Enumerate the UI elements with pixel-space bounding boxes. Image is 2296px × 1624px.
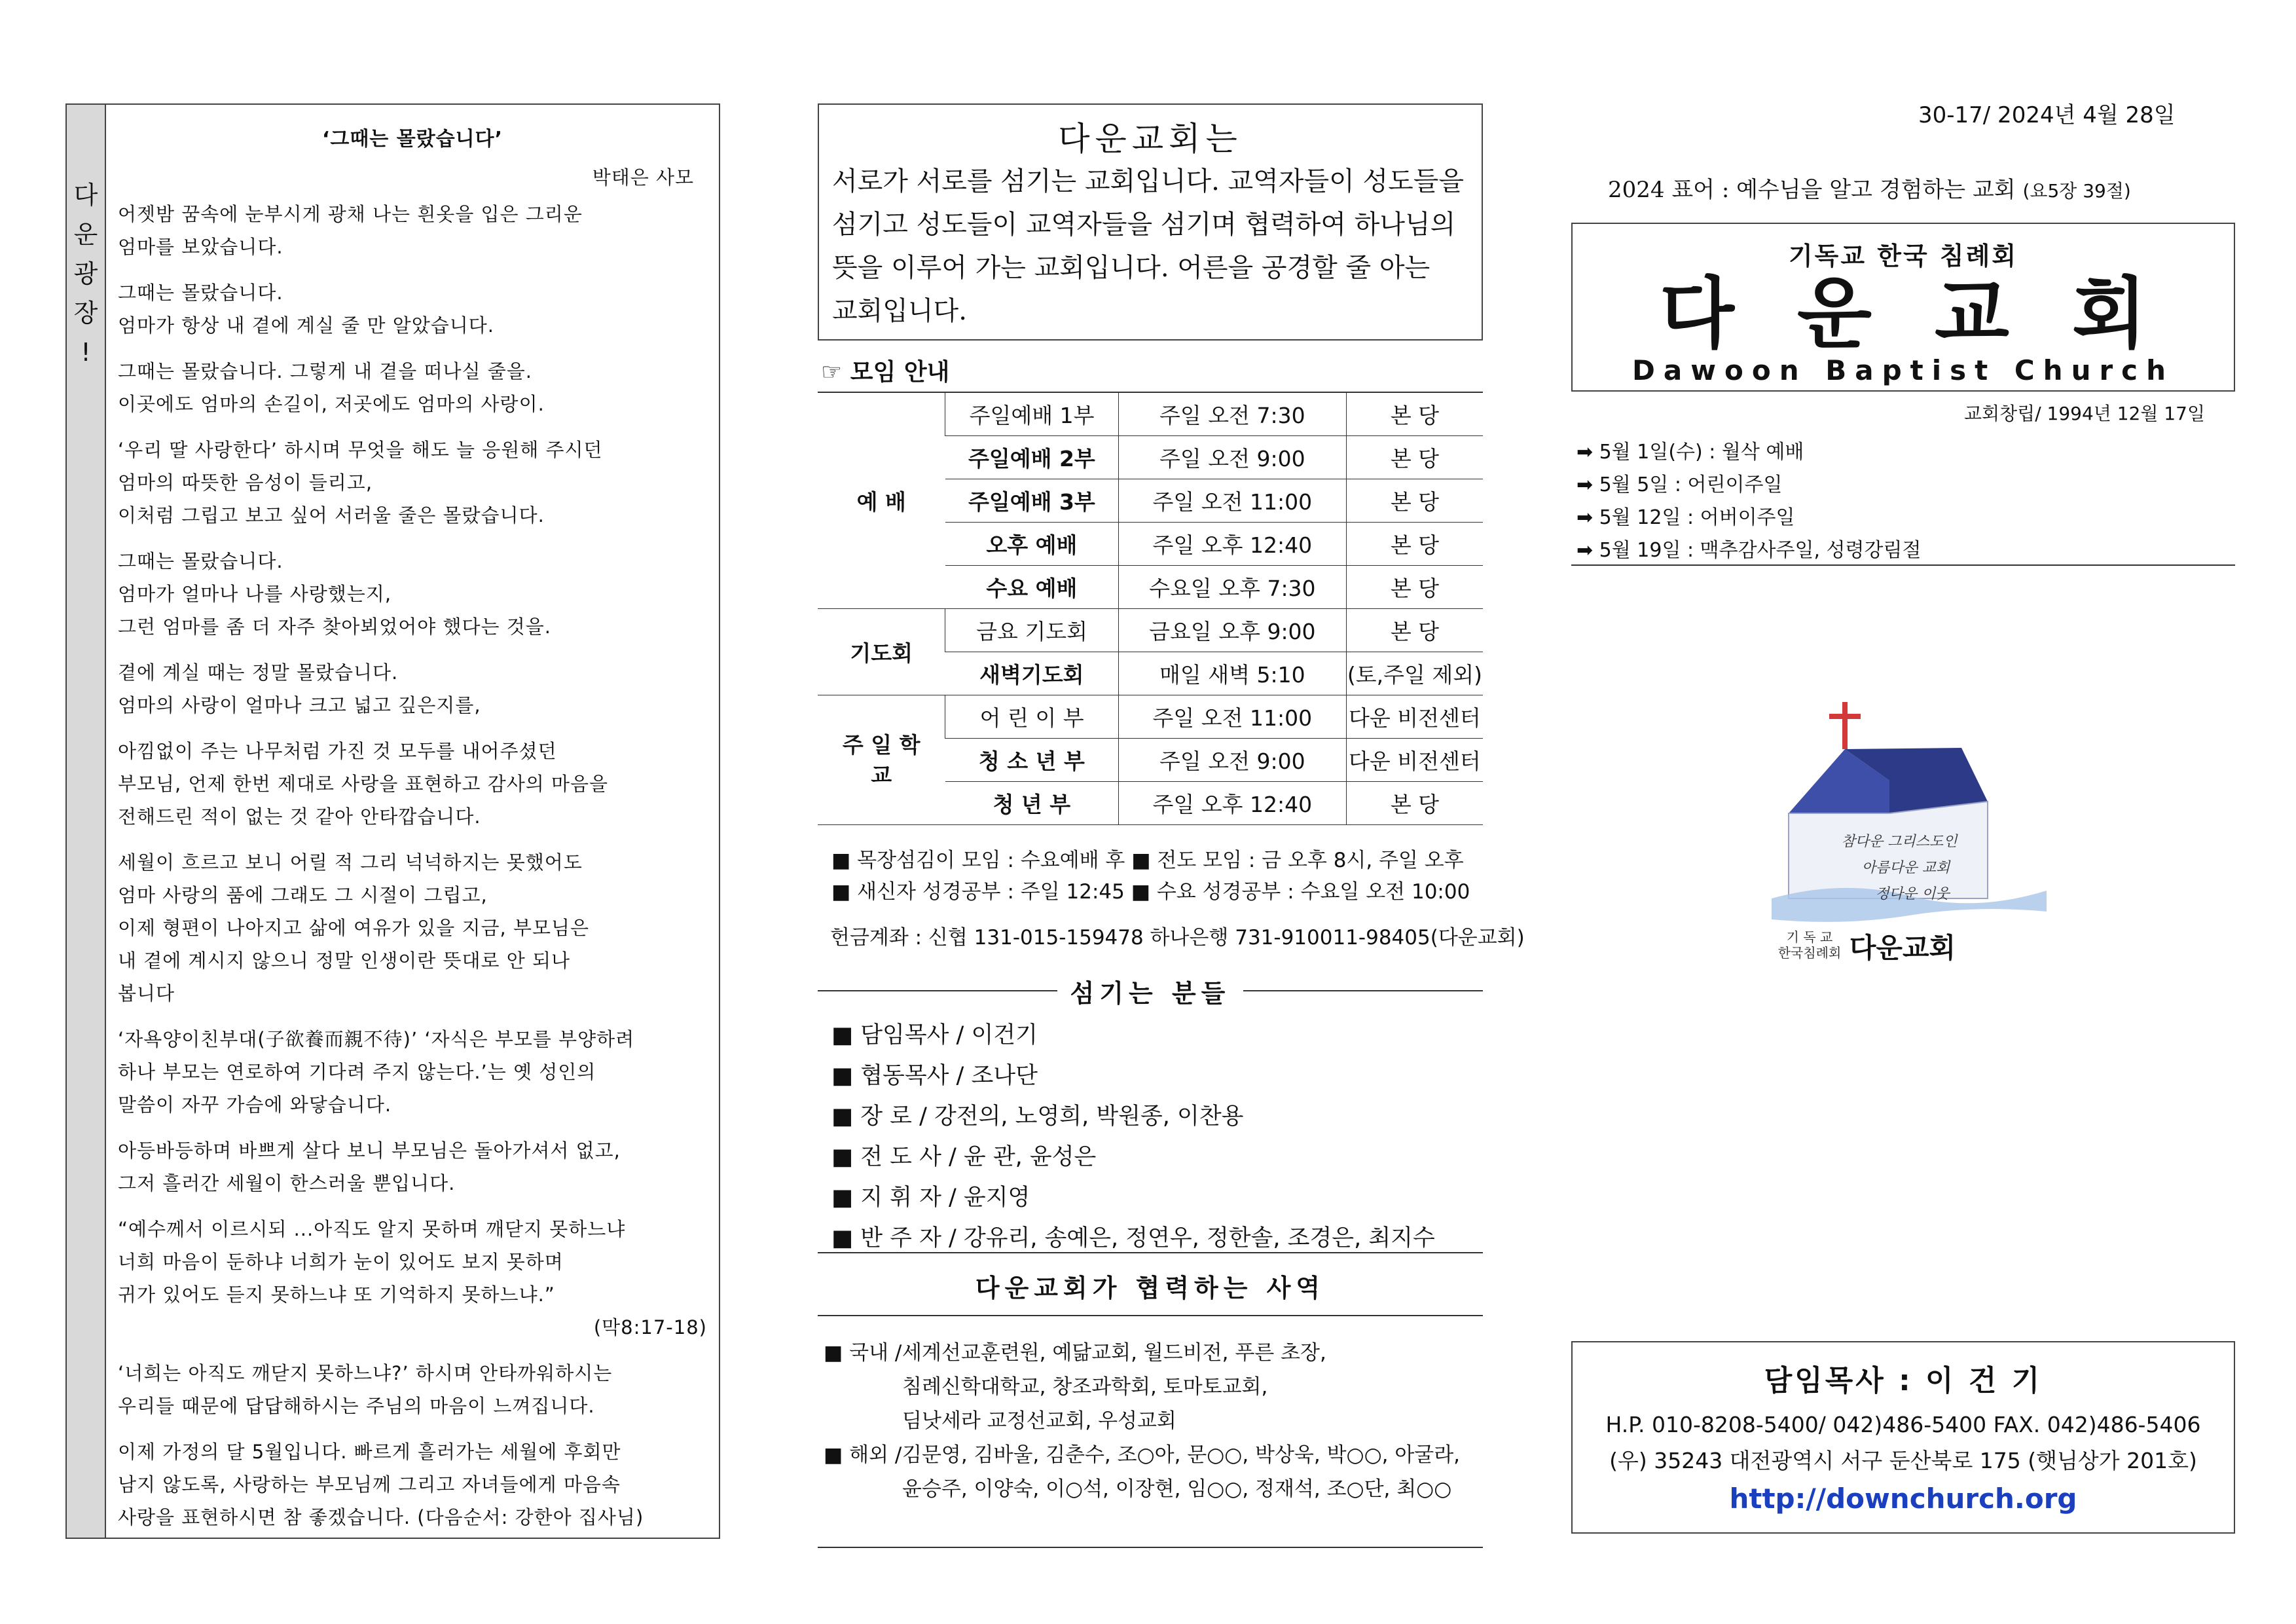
essay-line: 엄마를 보았습니다. [118,236,283,258]
events-list [1576,436,1921,567]
table-cell: 본 당 [1346,392,1483,436]
list-item: ■ 반 주 자 / 강유리, 송예은, 정연우, 정한솔, 조경은, 최지수 [831,1225,1435,1251]
table-cell: (토,주일 제외) [1346,652,1483,695]
church-title-box [1571,223,2235,392]
essay-line: 곁에 계실 때는 정말 몰랐습니다. [118,661,399,684]
missions-heading: 다운교회가 협력하는 사역 [975,1274,1326,1302]
divider [818,1252,1483,1253]
mission-line: 세계선교훈련원, 예닮교회, 월드비전, 푸른 초장, [902,1341,1326,1365]
table-cell: 어 린 이 부 [945,695,1118,739]
essay-line: 우리들 때문에 답답해하시는 주님의 마음이 느껴집니다. [118,1395,595,1417]
table-cell: 수요일 오후 7:30 [1118,566,1346,609]
essay-paragraph [118,355,707,420]
tab-char: 다 [73,181,98,210]
table-cell: 본 당 [1346,479,1483,523]
list-item: ■ 담임목사 / 이건기 [831,1022,1038,1048]
domestic-lines [902,1336,1326,1438]
table-cell: 매일 새벽 5:10 [1118,652,1346,695]
essay-paragraph [118,656,707,722]
tab-char: 장 [73,299,98,327]
table-cell: 주일 오전 11:00 [1118,695,1346,739]
list-item: ■ 협동목사 / 조나단 [831,1063,1038,1089]
essay-line: ‘너희는 아직도 깨닫지 못하느냐?’ 하시며 안타까워하시는 [118,1362,613,1384]
church-logo [1765,682,2053,984]
overseas-label: ■ 해외 / [824,1443,902,1467]
table-cell: 본 당 [1346,566,1483,609]
offering-account: 헌금계좌 : 신협 131-015-159478 하나은행 731-910011-98405(다운교회) [830,926,1525,950]
essay-paragraph [118,1357,707,1422]
table-cell: 본 당 [1346,609,1483,652]
table-row [818,695,1483,739]
mission-line: 딤낫세라 교정선교회, 우성교회 [902,1409,1176,1433]
table-cell: 주일 오후 12:40 [1118,782,1346,825]
essay-paragraph [118,735,707,833]
bible-reference: (막8:17-18) [593,1316,707,1338]
logo-slogan: 정다운 이웃 [1875,886,1950,902]
divider [818,1547,1483,1548]
essay-line: 사랑을 표현하시면 참 좋겠습니다. (다음순서: 강한아 집사님) [118,1506,644,1528]
intro-box [818,103,1483,341]
essay-line: 전해드린 적이 없는 것 같아 안타깝습니다. [118,805,481,828]
essay-paragraph [118,1134,707,1200]
event-item: ➡ 5월 5일 : 어린이주일 [1576,473,1783,496]
essay-line: “예수께서 이르시되 ...아직도 알지 못하며 깨닫지 못하느냐 [118,1218,626,1240]
church-english-name: Dawoon Baptist Church [1632,354,2174,386]
essay-line: 엄마가 얼마나 나를 사랑했는지, [118,583,392,605]
motto-reference: (요5장 39절) [2022,180,2131,202]
essay-line: 그런 엄마를 좀 더 자주 찾아뵈었어야 했다는 것을. [118,616,552,638]
essay-line: 남지 않도록, 사랑하는 부모님께 그리고 자녀들에게 마음속 [118,1473,621,1496]
essay-line: 귀가 있어도 듣지 못하느냐 또 기억하지 못하느냐.” [118,1283,555,1306]
note-line: ■ 목장섬김이 모임 : 수요예배 후 ■ 전도 모임 : 금 오후 8시, 주일 오후 [831,849,1464,872]
missions-overseas [824,1438,1460,1506]
table-cell: 금요 기도회 [945,609,1118,652]
essay-line: 아등바등하며 바쁘게 살다 보니 부모님은 돌아가셔서 없고, [118,1139,621,1162]
address: (우) 35243 대전광역시 서구 둔산북로 175 (햇님상가 201호) [1609,1448,2197,1473]
event-item: ➡ 5월 19일 : 맥추감사주일, 성령강림절 [1576,539,1922,562]
logo-denom: 기 독 교 [1786,929,1833,945]
essay-box [65,103,720,1539]
tab-char: 운 [73,220,98,249]
contact-box [1571,1341,2235,1534]
essay-author: 박태은 사모 [592,166,694,189]
tab-char: ! [81,338,91,367]
essay-line: 부모님, 언제 한번 제대로 사랑을 표현하고 감사의 마음을 [118,773,609,795]
table-cell: 청 년 부 [945,782,1118,825]
table-cell: 금요일 오후 9:00 [1118,609,1346,652]
table-cell: 본 당 [1346,782,1483,825]
motto-text: 2024 표어 : 예수님을 알고 경험하는 교회 [1608,177,2016,203]
essay-line: 세월이 흐르고 보니 어릴 적 그리 넉넉하지는 못했어도 [118,851,583,874]
essay-paragraph [118,846,707,1010]
table-cell: 주일 오전 9:00 [1118,436,1346,479]
intro-line: 뜻을 이루어 가는 교회입니다. 어른을 공경할 줄 아는 [832,253,1430,283]
group-label: 예 배 [818,392,945,609]
essay-paragraph [118,1435,707,1534]
table-cell: 다운 비전센터 [1346,695,1483,739]
essay-line: 하나 부모는 연로하여 기다려 주지 않는다.’는 옛 성인의 [118,1061,596,1083]
logo-slogan: 아름다운 교회 [1861,860,1950,876]
intro-line: 섬기고 성도들이 교역자들을 섬기며 협력하여 하나님의 [832,210,1456,240]
event-item: ➡ 5월 1일(수) : 월삭 예배 [1576,441,1804,464]
logo-name: 다운교회 [1849,932,1956,964]
essay-line: 엄마의 사랑이 얼마나 크고 넓고 깊은지를, [118,694,481,716]
servers-heading-text: 섬기는 분들 [1057,979,1244,1008]
servers-list [831,1015,1435,1259]
intro-line: 교회입니다. [832,296,967,326]
tab-char: 광 [73,259,98,288]
essay-line: 말씀이 자꾸 가슴에 와닿습니다. [118,1094,392,1116]
table-cell: 주일 오후 12:40 [1118,523,1346,566]
meetings-heading: ☞ 모임 안내 [821,359,950,386]
essay-line: 이처럼 그립고 보고 싶어 서러울 줄은 몰랐습니다. [118,504,545,526]
mission-line: 윤승주, 이양숙, 이○석, 이장현, 임○○, 정재석, 조○단, 최○○ [902,1477,1452,1501]
servers-heading [818,973,1483,1009]
list-item: ■ 전 도 사 / 윤 관, 윤성은 [831,1144,1097,1170]
table-cell: 오후 예배 [945,523,1118,566]
yearly-motto [1608,172,2131,204]
essay-paragraph [118,276,707,342]
essay-line: 엄마의 따뜻한 음성이 들리고, [118,471,373,494]
table-cell: 주일 오전 11:00 [1118,479,1346,523]
website-link[interactable]: http://downchurch.org [1729,1483,2077,1515]
essay-paragraph [118,434,707,532]
note-line: ■ 새신자 성경공부 : 주일 12:45 ■ 수요 성경공부 : 수요일 오전 10:00 [831,880,1470,904]
essay-line: 그때는 몰랐습니다. [118,550,283,572]
essay-paragraph [118,545,707,643]
essay-body [118,123,707,1547]
meeting-notes [831,845,1470,908]
essay-line: 너희 마음이 둔하냐 너희가 눈이 있어도 보지 못하며 [118,1251,564,1273]
cross-icon [1842,702,1848,749]
essay-paragraph [118,1023,707,1121]
founding-date: 교회창립/ 1994년 12월 17일 [1964,403,2205,424]
table-cell: 주일예배 1부 [945,392,1118,436]
essay-line: 엄마가 항상 내 곁에 계실 줄 만 알았습니다. [118,314,494,337]
essay-paragraph [118,1213,707,1344]
table-cell: 주일 오전 9:00 [1118,739,1346,782]
mission-line: 침례신학대학교, 창조과학회, 토마토교회, [902,1375,1268,1399]
table-cell: 주일 오전 7:30 [1118,392,1346,436]
mission-line: 김문영, 김바울, 김춘수, 조○아, 문○○, 박상욱, 박○○, 아굴라, [902,1443,1461,1467]
essay-line: 이제 가정의 달 5월입니다. 빠르게 흘러가는 세월에 후회만 [118,1441,621,1463]
essay-line: 내 곁에 계시지 않으니 정말 인생이란 뜻대로 안 되나 [118,950,571,972]
overseas-lines [902,1438,1460,1506]
divider [818,1315,1483,1316]
intro-title: 다운교회는 [1058,120,1243,158]
table-cell: 본 당 [1346,523,1483,566]
group-label: 기도회 [818,609,945,695]
table-cell: 다운 비전센터 [1346,739,1483,782]
table-cell: 수요 예배 [945,566,1118,609]
essay-line: 봅니다 [118,982,175,1005]
pastor-name: 담임목사 : 이 건 기 [1764,1364,2043,1397]
church-name: 다운교회 [1660,268,2210,359]
essay-title: ‘그때는 몰랐습니다’ [321,128,503,151]
table-cell: 본 당 [1346,436,1483,479]
table-cell: 새벽기도회 [945,652,1118,695]
essay-line: 그때는 몰랐습니다. [118,282,283,304]
list-item: ■ 지 휘 자 / 윤지영 [831,1185,1030,1211]
missions-list [824,1336,1460,1506]
essay-paragraphs [118,198,707,1534]
essay-line: 아낌없이 주는 나무처럼 가진 것 모두를 내어주셨던 [118,740,557,762]
essay-line: 어젯밤 꿈속에 눈부시게 광채 나는 흰옷을 입은 그리운 [118,203,583,225]
divider [1571,564,2235,566]
essay-line: 그때는 몰랐습니다. 그렇게 내 곁을 떠나실 줄을. [118,360,533,382]
table-cell: 청 소 년 부 [945,739,1118,782]
logo-slogan: 참다운 그리스도인 [1841,834,1958,850]
bulletin-date: 30-17/ 2024년 4월 28일 [1918,102,2176,128]
essay-line: 이제 형편이 나아지고 삶에 여유가 있을 지금, 부모님은 [118,917,590,939]
table-row [818,392,1483,436]
list-item: ■ 장 로 / 강전의, 노영희, 박원종, 이찬용 [831,1103,1244,1130]
domestic-label: ■ 국내 / [824,1341,902,1365]
table-cell: 주일예배 2부 [945,436,1118,479]
intro-line: 서로가 서로를 섬기는 교회입니다. 교역자들이 성도들을 [832,166,1465,196]
essay-line: 이곳에도 엄마의 손길이, 저곳에도 엄마의 사랑이. [118,393,545,415]
logo-denom: 한국침례회 [1777,945,1842,961]
event-item: ➡ 5월 12일 : 어버이주일 [1576,506,1795,529]
church-wall [1789,802,1988,898]
essay-line: ‘자욕양이친부대(子欲養而親不待)’ ‘자식은 부모를 부양하려 [118,1028,635,1050]
cross-icon-bar [1829,714,1861,719]
phone-numbers: H.P. 010-8208-5400/ 042)486-5400 FAX. 042)486-5406 [1605,1412,2201,1437]
denomination: 기독교 한국 침례회 [1788,242,2018,270]
table-row [818,609,1483,652]
essay-line: ‘우리 딸 사랑한다’ 하시며 무엇을 해도 늘 응원해 주시던 [118,439,603,461]
group-label: 주 일 학 교 [818,695,945,825]
intro-text [819,160,1482,333]
essay-side-tab [67,105,106,1538]
schedule-table [818,392,1483,825]
essay-paragraph [118,198,707,263]
missions-domestic [824,1336,1460,1438]
essay-line: 그저 흘러간 세월이 한스러울 뿐입니다. [118,1172,456,1194]
essay-line: 엄마 사랑의 품에 그래도 그 시절이 그립고, [118,884,488,906]
table-cell: 주일예배 3부 [945,479,1118,523]
